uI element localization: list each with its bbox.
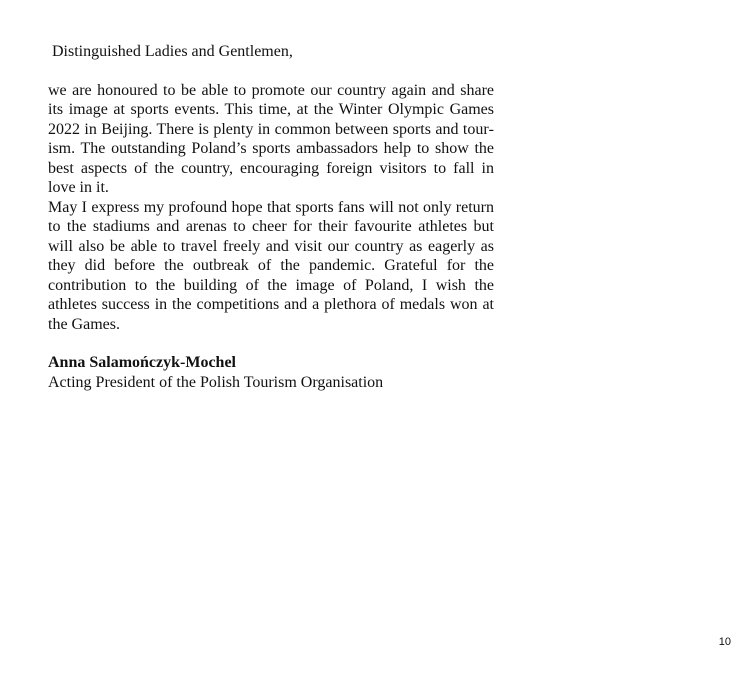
signature-title: Acting President of the Polish Tourism Organisation xyxy=(48,373,384,391)
page-number: 10 xyxy=(718,636,731,648)
salutation: Distinguished Ladies and Gentlemen, xyxy=(52,43,293,60)
paragraph-1: we are honoured to be able to promote our country again and share its image at sports events. This time, at the Winter Olympic Games 2022 in Beijing. There is plenty in common between sports and tourism. The outstanding Poland’s sports ambassadors help to show the best aspects of the country, encouraging foreign visitors to fall in love in it. xyxy=(48,81,494,196)
signature-name: Anna Salamończyk-Mochel xyxy=(48,354,236,371)
letter-body xyxy=(48,42,494,392)
signature-block xyxy=(48,353,494,392)
paragraph-2: May I express my profound hope that sports fans will not only return to the stadiums and arenas to cheer for their favourite athletes but will also be able to travel freely and visit our country as eagerly as they did before the outbreak of the pandemic. Grateful for the contribution to the building of the image of Poland, I wish the athletes success in the competitions and a plethora of medals won at the Games. xyxy=(48,198,494,333)
